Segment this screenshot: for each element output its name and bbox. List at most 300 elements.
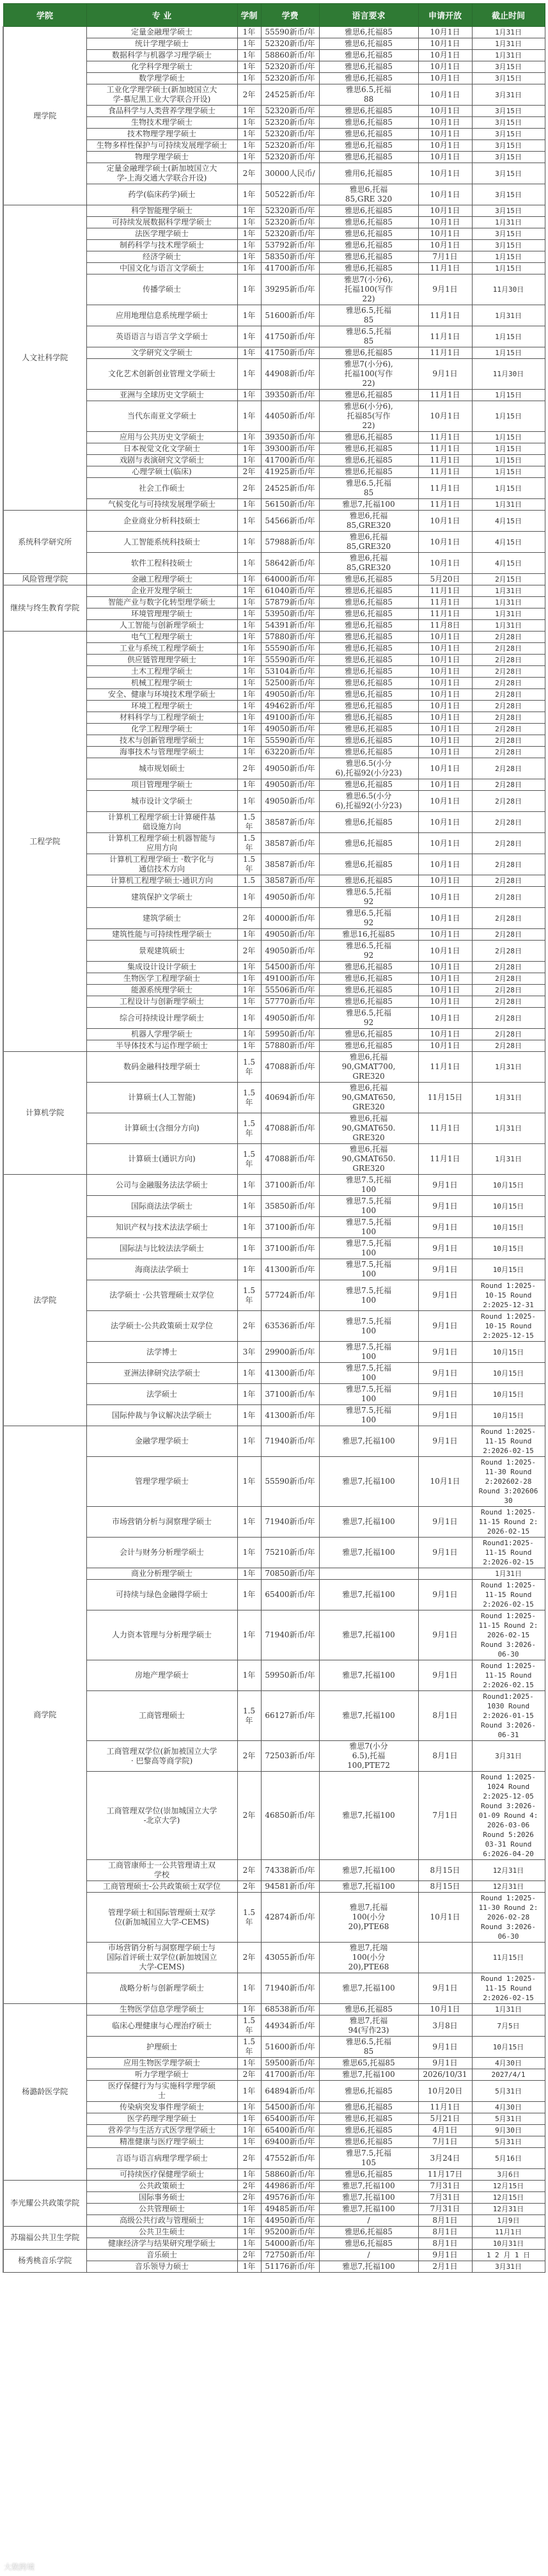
- language-cell: 雅思7,托福100: [319, 499, 418, 511]
- major-cell: 土木工程理学硕士: [86, 666, 237, 678]
- open-date-cell: 11月15日: [418, 1083, 472, 1113]
- major-cell: 工业化学理学硕士(新加坡国立大 学-慕尼黑工业大学联合开设): [86, 84, 237, 106]
- language-cell: 雅思16,托福85: [319, 929, 418, 941]
- tuition-cell: 38587新币/年: [261, 875, 319, 887]
- tuition-cell: 74338新币/年: [261, 1860, 319, 1881]
- open-date-cell: 11月1日: [418, 347, 472, 359]
- duration-cell: 1年: [237, 553, 261, 574]
- table-row: [3, 1426, 545, 1457]
- deadline-cell: 9月30日: [472, 2125, 545, 2136]
- tuition-cell: 52320新币/年: [261, 129, 319, 140]
- deadline-cell: 11月30日: [472, 359, 545, 390]
- open-date-cell: 10月1日: [418, 887, 472, 908]
- open-date-cell: 11月1日: [418, 499, 472, 511]
- major-cell: 心理学硕士(临床): [86, 466, 237, 478]
- open-date-cell: 9月1日: [418, 2058, 472, 2069]
- language-cell: 雅思7,托福100: [319, 1772, 418, 1860]
- major-cell: 供应链管理理学硕士: [86, 655, 237, 666]
- open-date-cell: 2月1日: [418, 2261, 472, 2273]
- language-cell: 雅思6,托福85: [319, 735, 418, 747]
- deadline-cell: 2月28日: [472, 962, 545, 973]
- major-cell: 项目管理理学硕士: [86, 779, 237, 791]
- tuition-cell: 52320新币/年: [261, 73, 319, 84]
- language-cell: 雅思6,托福85: [319, 228, 418, 240]
- major-cell: 法学博士: [86, 1342, 237, 1363]
- tuition-cell: 49050新币/年: [261, 887, 319, 908]
- deadline-cell: 2月28日: [472, 779, 545, 791]
- deadline-cell: 1月31日: [472, 1113, 545, 1144]
- deadline-cell: 1月31日: [472, 1083, 545, 1113]
- duration-cell: 2年: [237, 1943, 261, 1973]
- tuition-cell: 46850新币/年: [261, 1772, 319, 1860]
- major-cell: 可持续医疗保健理学硕士: [86, 2169, 237, 2181]
- duration-cell: 1年: [237, 359, 261, 390]
- deadline-cell: 12月31日: [472, 2204, 545, 2215]
- open-date-cell: 11月1日: [418, 263, 472, 274]
- language-cell: 雅思6,托福85: [319, 2238, 418, 2250]
- tuition-cell: 47088新币/年: [261, 1144, 319, 1175]
- tuition-cell: 41700新币/年: [261, 263, 319, 274]
- open-date-cell: 2026/10/31: [418, 2069, 472, 2081]
- open-date-cell: 7月31日: [418, 2181, 472, 2192]
- tuition-cell: 53792新币/年: [261, 240, 319, 251]
- language-cell: 雅思7,托福100: [319, 1580, 418, 1610]
- deadline-cell: 2月28日: [472, 724, 545, 735]
- language-cell: 雅思7,托端 100(小分 20),PTE68: [319, 1943, 418, 1973]
- tuition-cell: 57988新币/年: [261, 532, 319, 553]
- tuition-cell: 65400新币/年: [261, 1580, 319, 1610]
- duration-cell: 1年: [237, 1580, 261, 1610]
- tuition-cell: 47088新币/年: [261, 1113, 319, 1144]
- deadline-cell: 2月28日: [472, 791, 545, 812]
- major-cell: 金融学理学硕士: [86, 1426, 237, 1457]
- header-deadline: 截止时间: [472, 4, 545, 27]
- open-date-cell: 9月1日: [418, 2037, 472, 2058]
- duration-cell: 1年: [237, 973, 261, 985]
- deadline-cell: Round 1:2025- 10-15 Round 2:2025-12-15: [472, 1311, 545, 1342]
- language-cell: 雅思7.5,托福 105: [319, 2148, 418, 2169]
- duration-cell: 1年: [237, 217, 261, 228]
- duration-cell: 1年: [237, 140, 261, 152]
- duration-cell: 2年: [237, 466, 261, 478]
- tuition-cell: 57879新币/年: [261, 597, 319, 608]
- language-cell: 雅思6,托福85: [319, 632, 418, 643]
- tuition-cell: 52320新币/年: [261, 117, 319, 129]
- open-date-cell: 10月1日: [418, 712, 472, 724]
- language-cell: 雅思7,托福 94(写作23): [319, 2015, 418, 2037]
- major-cell: 企业商业分析科技硕士: [86, 511, 237, 532]
- language-cell: 雅思7,托福100: [319, 2204, 418, 2215]
- tuition-cell: 29900新币/年: [261, 1342, 319, 1363]
- tuition-cell: 38587新币/年: [261, 854, 319, 875]
- language-cell: 雅思6,托福85: [319, 50, 418, 61]
- tuition-cell: 40000新币/年: [261, 908, 319, 929]
- open-date-cell: 4月1日: [418, 2125, 472, 2136]
- deadline-cell: 2月28日: [472, 655, 545, 666]
- table-row: [3, 511, 545, 532]
- major-cell: 法学硕士-公共政策硕士双学位: [86, 1311, 237, 1342]
- tuition-cell: 39350新币/年: [261, 390, 319, 401]
- language-cell: 雅思6,托福85: [319, 205, 418, 217]
- open-date-cell: 10月1日: [418, 973, 472, 985]
- language-cell: 雅思7,托福100: [319, 2261, 418, 2273]
- language-cell: 雅思6,托福 90,GMAT650, GRE320: [319, 1083, 418, 1113]
- language-cell: 雅思6,托福85: [319, 240, 418, 251]
- major-cell: 日本视觉文化文学硕士: [86, 443, 237, 455]
- deadline-cell: 1月15日: [472, 251, 545, 263]
- language-cell: 雅思6,托福85: [319, 73, 418, 84]
- open-date-cell: 10月1日: [418, 228, 472, 240]
- language-cell: /: [319, 2250, 418, 2261]
- duration-cell: 1年: [237, 326, 261, 347]
- header-college: 学院: [3, 4, 86, 27]
- tuition-cell: 51176新币/年: [261, 2261, 319, 2273]
- major-cell: 言语与语言病理学理学硕士: [86, 2148, 237, 2169]
- duration-cell: 1年: [237, 2125, 261, 2136]
- language-cell: 雅思6,托福85: [319, 251, 418, 263]
- duration-cell: 1年: [237, 735, 261, 747]
- major-cell: 法医学理学硕士: [86, 228, 237, 240]
- language-cell: 雅思7,托福100: [319, 1426, 418, 1457]
- deadline-cell: 2月28日: [472, 666, 545, 678]
- deadline-cell: 1月15日: [472, 401, 545, 432]
- duration-cell: 1年: [237, 2204, 261, 2215]
- language-cell: 雅思6,托福85: [319, 666, 418, 678]
- duration-cell: 1年: [237, 263, 261, 274]
- open-date-cell: 9月1日: [418, 2250, 472, 2261]
- language-cell: 雅思7.5,托福 100: [319, 1311, 418, 1342]
- tuition-cell: 55506新币/年: [261, 985, 319, 996]
- tuition-cell: 49050新币/年: [261, 929, 319, 941]
- deadline-cell: 11月30日: [472, 274, 545, 305]
- deadline-cell: 1月31日: [472, 38, 545, 50]
- open-date-cell: [418, 1568, 472, 1580]
- deadline-cell: 11月15日: [472, 1943, 545, 1973]
- duration-cell: 1年: [237, 1029, 261, 1040]
- deadline-cell: 2027/4/1: [472, 2069, 545, 2081]
- language-cell: 雅思7(小分 6.5),托福 100,PTE72: [319, 1741, 418, 1772]
- open-date-cell: 11月1日: [418, 443, 472, 455]
- language-cell: 雅思7.5,托福 100: [319, 1363, 418, 1384]
- deadline-cell: 3月31日: [472, 1741, 545, 1772]
- deadline-cell: Round 1:2025- 1024 Round 2:2025-12-05 Round 3:2026- 01-09 Round 4: 2026-03-06 Round 5:2026 03-31 Round 6:2026-04-20: [472, 1772, 545, 1860]
- deadline-cell: 2月28日: [472, 712, 545, 724]
- major-cell: 战略分析与创新理学硕士: [86, 1973, 237, 2004]
- open-date-cell: 11月1日: [418, 305, 472, 326]
- tuition-cell: 57880新币/年: [261, 1040, 319, 1052]
- deadline-cell: 1月15日: [472, 432, 545, 443]
- major-cell: 应用地理信息系统理学硕士: [86, 305, 237, 326]
- deadline-cell: 10月15日: [472, 1405, 545, 1426]
- duration-cell: 1年: [237, 996, 261, 1008]
- tuition-cell: 54566新币/年: [261, 511, 319, 532]
- duration-cell: 1.5 年: [237, 1893, 261, 1943]
- deadline-cell: Round 1:2025- 11-15 Round 2: 2026-02-15 Round 3:2026- 06-30: [472, 1610, 545, 1660]
- major-cell: 管理学硕士和国际管理硕士双学 位(新加城国立大学-CEMS): [86, 1893, 237, 1943]
- language-cell: 雅思6,托福85: [319, 574, 418, 585]
- language-cell: 雅思6,托福85: [319, 996, 418, 1008]
- tuition-cell: 43055新币/年: [261, 1943, 319, 1973]
- deadline-cell: 1月31日: [472, 608, 545, 620]
- major-cell: 应用与公共历史文学硕士: [86, 432, 237, 443]
- duration-cell: 2年: [237, 2148, 261, 2169]
- open-date-cell: 11月1日: [418, 455, 472, 466]
- open-date-cell: 8月1日: [418, 2238, 472, 2250]
- major-cell: 人工智能系统科技硕士: [86, 532, 237, 553]
- header-major: 专 业: [86, 4, 237, 27]
- tuition-cell: 44908新币/年: [261, 359, 319, 390]
- language-cell: 雅思6,托福85: [319, 455, 418, 466]
- open-date-cell: 11月1日: [418, 1052, 472, 1083]
- language-cell: 雅思6,托福85: [319, 443, 418, 455]
- language-cell: 雅思6,托福85: [319, 61, 418, 73]
- table-row: [3, 2227, 545, 2238]
- major-cell: 计算机工程理学硕士机器智能与 应用方向: [86, 833, 237, 854]
- language-cell: 雅思6,托福85: [319, 973, 418, 985]
- duration-cell: 1年: [237, 1175, 261, 1196]
- duration-cell: 1.5 年: [237, 812, 261, 833]
- tuition-cell: 58860新币/年: [261, 2169, 319, 2181]
- major-cell: 社会工作硕士: [86, 478, 237, 499]
- open-date-cell: 8月15日: [418, 1860, 472, 1881]
- tuition-cell: 52320新币/年: [261, 106, 319, 117]
- duration-cell: 1年: [237, 401, 261, 432]
- major-cell: 城市规划硕士: [86, 758, 237, 779]
- language-cell: 雅思6.5,托福 92: [319, 941, 418, 962]
- major-cell: 生物多样性保护与可持续发展理学硕士: [86, 140, 237, 152]
- major-cell: 制药科学与技术理学硕士: [86, 240, 237, 251]
- tuition-cell: 54500新币/年: [261, 2102, 319, 2113]
- major-cell: 应用生物医学理学硕士: [86, 2058, 237, 2069]
- open-date-cell: 11月1日: [418, 597, 472, 608]
- tuition-cell: 49050新币/年: [261, 689, 319, 701]
- major-cell: 传染病突发事件理学硕士: [86, 2102, 237, 2113]
- duration-cell: 1年: [237, 1568, 261, 1580]
- language-cell: 雅思7,托福100: [319, 1881, 418, 1893]
- deadline-cell: 1月15日: [472, 455, 545, 466]
- open-date-cell: 10月1日: [418, 941, 472, 962]
- tuition-cell: 70850新币/年: [261, 1568, 319, 1580]
- duration-cell: 1年: [237, 701, 261, 712]
- language-cell: 雅思6,托福85: [319, 678, 418, 689]
- major-cell: 计算硕士(人工智能): [86, 1083, 237, 1113]
- language-cell: 雅思7.5,托福 100: [319, 1342, 418, 1363]
- open-date-cell: 10月1日: [418, 1040, 472, 1052]
- header-open-date: 申请开放: [418, 4, 472, 27]
- deadline-cell: 2月28日: [472, 735, 545, 747]
- language-cell: 雅思7.5,托福 100: [319, 1196, 418, 1217]
- duration-cell: 1年: [237, 2227, 261, 2238]
- deadline-cell: 10月15日: [472, 1196, 545, 1217]
- major-cell: 公共卫生硕士: [86, 2227, 237, 2238]
- deadline-cell: 3月15日: [472, 228, 545, 240]
- deadline-cell: 2月28日: [472, 758, 545, 779]
- table-row: [3, 574, 545, 585]
- open-date-cell: 9月1日: [418, 1507, 472, 1538]
- language-cell: 雅思6,托福85: [319, 854, 418, 875]
- duration-cell: 1年: [237, 1363, 261, 1384]
- language-cell: 雅思65,托福85: [319, 2058, 418, 2069]
- open-date-cell: 10月1日: [418, 27, 472, 38]
- language-cell: 雅思6,托福85: [319, 1029, 418, 1040]
- tuition-cell: 57880新币/年: [261, 632, 319, 643]
- duration-cell: 1年: [237, 499, 261, 511]
- duration-cell: 1年: [237, 1507, 261, 1538]
- tuition-cell: 58350新币/年: [261, 251, 319, 263]
- major-cell: 安全、健康与环境技术理学硕士: [86, 689, 237, 701]
- deadline-cell: 4月30日: [472, 2058, 545, 2069]
- tuition-cell: 49050新币/年: [261, 724, 319, 735]
- table-row: [3, 632, 545, 643]
- duration-cell: 1年: [237, 2215, 261, 2227]
- duration-cell: 1.5 年: [237, 1280, 261, 1311]
- duration-cell: 2年: [237, 2192, 261, 2204]
- major-cell: 房地产理学硕士: [86, 1660, 237, 1691]
- deadline-cell: 2月28日: [472, 1029, 545, 1040]
- deadline-cell: Round 1:2025- 11-15 Round 2:2026-02-15: [472, 1426, 545, 1457]
- major-cell: 知识产权与技术法法学硕士: [86, 1217, 237, 1238]
- duration-cell: 1年: [237, 1405, 261, 1426]
- table-body: [3, 27, 545, 2273]
- major-cell: 化学科学理学硕士: [86, 61, 237, 73]
- tuition-cell: 47088新币/年: [261, 1052, 319, 1083]
- language-cell: 雅思6,托福85: [319, 1040, 418, 1052]
- major-cell: 亚洲法律研究法学硕士: [86, 1363, 237, 1384]
- open-date-cell: 8月1日: [418, 1741, 472, 1772]
- major-cell: 文化艺术创新创业管理文学硕士: [86, 359, 237, 390]
- duration-cell: 1年: [237, 106, 261, 117]
- major-cell: 国际商法法学硕士: [86, 1196, 237, 1217]
- tuition-cell: 52320新币/年: [261, 140, 319, 152]
- open-date-cell: 7月31日: [418, 2192, 472, 2204]
- language-cell: 雅思6,托福85: [319, 701, 418, 712]
- major-cell: 音乐硕士: [86, 2250, 237, 2261]
- duration-cell: 1年: [237, 511, 261, 532]
- open-date-cell: 10月1日: [418, 129, 472, 140]
- open-date-cell: 10月1日: [418, 84, 472, 106]
- language-cell: 雅思6,托福85: [319, 875, 418, 887]
- tuition-cell: 49050新币/年: [261, 791, 319, 812]
- tuition-cell: 75210新币/年: [261, 1538, 319, 1568]
- major-cell: 工商管康师士一公共管理请土双 学校: [86, 1860, 237, 1881]
- deadline-cell: 1月31日: [472, 217, 545, 228]
- language-cell: 雅思6,托福85: [319, 263, 418, 274]
- open-date-cell: 9月1日: [418, 274, 472, 305]
- tuition-cell: 55590新币/年: [261, 1457, 319, 1507]
- major-cell: 数码金融科技理学硕士: [86, 1052, 237, 1083]
- major-cell: 国际事务硕士: [86, 2192, 237, 2204]
- major-cell: 技术与创新管理理学硕士: [86, 735, 237, 747]
- open-date-cell: 10月1日: [418, 73, 472, 84]
- major-cell: 机械工程理学硕士: [86, 678, 237, 689]
- language-cell: 雅思6,托福85: [319, 597, 418, 608]
- open-date-cell: 7月1日: [418, 251, 472, 263]
- deadline-cell: 2月28日: [472, 678, 545, 689]
- open-date-cell: 10月1日: [418, 205, 472, 217]
- open-date-cell: 10月1日: [418, 747, 472, 758]
- duration-cell: 1年: [237, 61, 261, 73]
- deadline-cell: 1月31日: [472, 27, 545, 38]
- open-date-cell: 7月1日: [418, 2136, 472, 2148]
- tuition-cell: 64894新币/年: [261, 2081, 319, 2102]
- table-row: [3, 1052, 545, 1083]
- table-header-row: [3, 4, 545, 27]
- tuition-cell: 54000新币/年: [261, 2238, 319, 2250]
- duration-cell: 1年: [237, 205, 261, 217]
- deadline-cell: 2月28日: [472, 985, 545, 996]
- language-cell: 雅思7,托福100: [319, 1457, 418, 1507]
- open-date-cell: 9月1日: [418, 1342, 472, 1363]
- deadline-cell: 4月15日: [472, 532, 545, 553]
- language-cell: 雅思7,托福100: [319, 1507, 418, 1538]
- open-date-cell: 9月1日: [418, 1238, 472, 1259]
- major-cell: 定量金融理学硕士(新加坡国立大 学-上海交通大学联合开设): [86, 163, 237, 184]
- duration-cell: 1年: [237, 443, 261, 455]
- language-cell: 雅思6,托福85: [319, 812, 418, 833]
- tuition-cell: 52320新币/年: [261, 61, 319, 73]
- open-date-cell: 9月1日: [418, 1384, 472, 1405]
- deadline-cell: 3月15日: [472, 140, 545, 152]
- deadline-cell: 1月31日: [472, 1144, 545, 1175]
- language-cell: 雅思6,托福85: [319, 140, 418, 152]
- open-date-cell: 10月1日: [418, 689, 472, 701]
- major-cell: 环境工程理学硕士: [86, 701, 237, 712]
- major-cell: 当代东南亚文学硕士: [86, 401, 237, 432]
- open-date-cell: 10月1日: [418, 184, 472, 205]
- tuition-cell: 53104新币/年: [261, 666, 319, 678]
- major-cell: 计算硕士(通识方向): [86, 1144, 237, 1175]
- table-row: [3, 27, 545, 38]
- duration-cell: 2年: [237, 84, 261, 106]
- tuition-cell: 52320新币/年: [261, 152, 319, 163]
- deadline-cell: 2月28日: [472, 854, 545, 875]
- deadline-cell: 2月28日: [472, 973, 545, 985]
- duration-cell: 1年: [237, 1008, 261, 1029]
- major-cell: 计算硕士(含细分方向): [86, 1113, 237, 1144]
- open-date-cell: 10月1日: [418, 50, 472, 61]
- open-date-cell: 11月8日: [418, 620, 472, 632]
- language-cell: 雅思7.5,托福 100: [319, 1238, 418, 1259]
- open-date-cell: 11月1日: [418, 432, 472, 443]
- deadline-cell: 3月15日: [472, 205, 545, 217]
- deadline-cell: Round1:2025- 11-15 Round 2:2026-02-15: [472, 1538, 545, 1568]
- tuition-cell: 65400新币/年: [261, 2125, 319, 2136]
- major-cell: 管理学理学硕士: [86, 1457, 237, 1507]
- tuition-cell: 64000新币/年: [261, 574, 319, 585]
- language-cell: 雅思6,托福85: [319, 655, 418, 666]
- duration-cell: 1.5 年: [237, 2015, 261, 2037]
- open-date-cell: 10月1日: [418, 655, 472, 666]
- major-cell: 工程设计与创新理学硕士: [86, 996, 237, 1008]
- language-cell: 雅思6,托福 90,GMAT650. GRE320: [319, 1113, 418, 1144]
- tuition-cell: 39300新币/年: [261, 443, 319, 455]
- open-date-cell: 5月21日: [418, 2113, 472, 2125]
- language-cell: 雅思6,托福85: [319, 2125, 418, 2136]
- tuition-cell: 54500新币/年: [261, 962, 319, 973]
- duration-cell: 1年: [237, 240, 261, 251]
- language-cell: 雅思6,托福85: [319, 2081, 418, 2102]
- tuition-cell: 41700新币/年: [261, 455, 319, 466]
- major-cell: 数学理学硕士: [86, 73, 237, 84]
- duration-cell: 1年: [237, 962, 261, 973]
- major-cell: 综合可持续设计理学硕士: [86, 1008, 237, 1029]
- language-cell: 雅思6,托福 90,GMAT650. GRE320: [319, 1144, 418, 1175]
- deadline-cell: 1月31日: [472, 597, 545, 608]
- major-cell: 工商管理双学位(新加被国立大学 · 巴黎高等商学院): [86, 1741, 237, 1772]
- major-cell: 中国文化与语言文学硕士: [86, 263, 237, 274]
- open-date-cell: 9月1日: [418, 1311, 472, 1342]
- major-cell: 听力学理学硕士: [86, 2069, 237, 2081]
